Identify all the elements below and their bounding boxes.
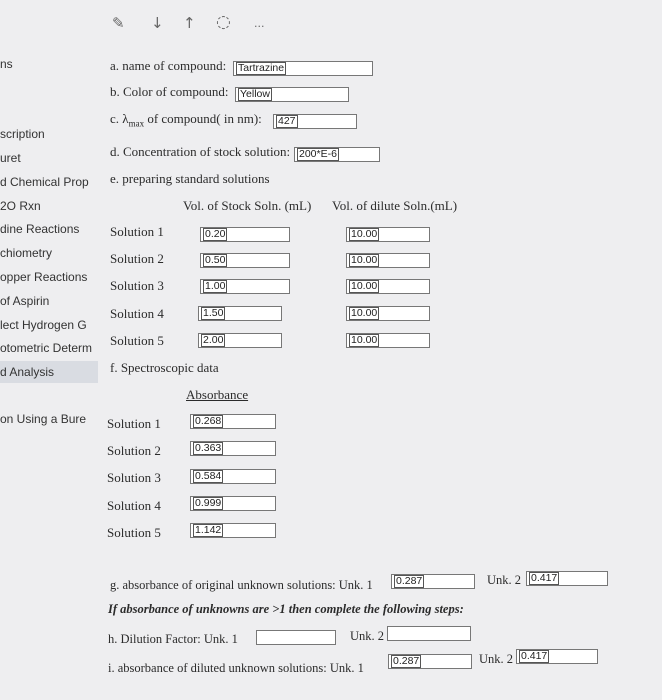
dilution-note: If absorbance of unknowns are >1 then complete the following steps: bbox=[108, 602, 464, 616]
spec-solution-1-label: Solution 1 bbox=[107, 416, 161, 431]
std-solution-2-dilute-field[interactable] bbox=[346, 253, 430, 268]
sidebar-item-7[interactable]: opper Reactions bbox=[0, 270, 88, 284]
original-unk2-value: 0.417 bbox=[531, 572, 558, 584]
original-unk1-value: 0.287 bbox=[396, 575, 423, 587]
label-c-post: of compound( in nm): bbox=[144, 111, 262, 126]
lambda-max-value: 427 bbox=[278, 115, 296, 127]
diluted-unk2-value: 0.417 bbox=[521, 650, 548, 662]
std-solution-2-label: Solution 2 bbox=[110, 251, 164, 266]
std-solution-2-stock-field[interactable] bbox=[200, 253, 290, 268]
std-solution-5-label: Solution 5 bbox=[110, 333, 164, 348]
sidebar-item-10[interactable]: otometric Determ bbox=[0, 341, 93, 355]
std-solution-1-stock-field[interactable] bbox=[200, 227, 290, 242]
spec-solution-3-label: Solution 3 bbox=[107, 470, 161, 485]
diluted-unk1-value: 0.287 bbox=[393, 655, 420, 667]
original-unk1-field[interactable] bbox=[391, 574, 475, 589]
spec-solution-2-label: Solution 2 bbox=[107, 443, 161, 458]
spec-solution-3-abs-field[interactable] bbox=[190, 469, 276, 484]
std-solution-4-stock-value: 1.50 bbox=[203, 307, 224, 319]
spec-solution-5-abs-value: 1.142 bbox=[195, 524, 222, 536]
label-i-unk2: Unk. 2 bbox=[479, 652, 514, 666]
spec-solution-4-abs-value: 0.999 bbox=[195, 497, 222, 509]
sidebar-item-2[interactable]: uret bbox=[0, 151, 21, 165]
label-h: h. Dilution Factor: Unk. 1 bbox=[108, 632, 238, 646]
label-b: b. Color of compound: bbox=[110, 84, 229, 99]
compound-name-value: Tartrazine bbox=[238, 62, 285, 74]
compound-name-field[interactable] bbox=[233, 61, 373, 76]
sidebar-item-5[interactable]: dine Reactions bbox=[0, 222, 80, 236]
comment-icon[interactable]: ◌ bbox=[216, 12, 231, 32]
std-solution-2-stock-value: 0.50 bbox=[205, 254, 226, 266]
label-f: f. Spectroscopic data bbox=[110, 360, 219, 375]
spec-solution-5-label: Solution 5 bbox=[107, 525, 161, 540]
diluted-unk1-field[interactable] bbox=[388, 654, 472, 669]
label-c bbox=[110, 111, 262, 129]
label-d: d. Concentration of stock solution: bbox=[110, 144, 291, 159]
std-solution-2-dilute-value: 10.00 bbox=[351, 254, 378, 266]
label-a: a. name of compound: bbox=[110, 58, 227, 73]
spec-solution-4-abs-field[interactable] bbox=[190, 496, 276, 511]
dilution-factor-unk1-field[interactable] bbox=[256, 630, 336, 645]
std-solution-5-stock-value: 2.00 bbox=[203, 334, 224, 346]
std-solution-1-dilute-value: 10.00 bbox=[351, 228, 378, 240]
spec-solution-2-abs-value: 0.363 bbox=[195, 442, 222, 454]
spec-solution-1-abs-field[interactable] bbox=[190, 414, 276, 429]
label-c-lambda: c. λ bbox=[110, 111, 129, 126]
label-c-sub: max bbox=[128, 118, 145, 129]
spec-solution-4-label: Solution 4 bbox=[107, 498, 161, 513]
label-g: g. absorbance of original unknown solutions: Unk. 1 bbox=[110, 578, 373, 592]
sidebar-item-4[interactable]: 2O Rxn bbox=[0, 199, 41, 213]
sidebar-item-1[interactable]: scription bbox=[0, 127, 45, 141]
arrow-up-icon[interactable]: ↑ bbox=[183, 14, 196, 32]
std-solution-3-stock-value: 1.00 bbox=[205, 280, 226, 292]
sidebar-item-0[interactable]: ns bbox=[0, 57, 13, 71]
spec-solution-5-abs-field[interactable] bbox=[190, 523, 276, 538]
diluted-unk2-field[interactable] bbox=[516, 649, 598, 664]
sidebar bbox=[0, 0, 98, 700]
label-h-unk2: Unk. 2 bbox=[350, 629, 385, 643]
std-solution-4-stock-field[interactable] bbox=[198, 306, 282, 321]
spec-solution-2-abs-field[interactable] bbox=[190, 441, 276, 456]
sidebar-item-11[interactable]: d Analysis bbox=[0, 361, 98, 383]
label-i: i. absorbance of diluted unknown solutions: Unk. 1 bbox=[108, 661, 364, 675]
more-icon[interactable]: ... bbox=[254, 17, 265, 30]
std-solution-1-dilute-field[interactable] bbox=[346, 227, 430, 242]
sidebar-item-3[interactable]: d Chemical Prop bbox=[0, 175, 89, 189]
pencil-icon[interactable]: ✎ bbox=[112, 14, 125, 32]
header-absorbance: Absorbance bbox=[186, 387, 249, 402]
label-e: e. preparing standard solutions bbox=[110, 171, 270, 186]
original-unk2-field[interactable] bbox=[526, 571, 608, 586]
dilution-factor-unk2-field[interactable] bbox=[387, 626, 471, 641]
std-solution-3-dilute-field[interactable] bbox=[346, 279, 430, 294]
std-solution-3-label: Solution 3 bbox=[110, 278, 164, 293]
std-solution-1-stock-value: 0.20 bbox=[205, 228, 226, 240]
compound-color-field[interactable] bbox=[235, 87, 349, 102]
stock-concentration-value: 200*E-6 bbox=[299, 148, 337, 160]
compound-color-value: Yellow bbox=[240, 88, 270, 100]
lambda-max-field[interactable] bbox=[273, 114, 357, 129]
sidebar-item-9[interactable]: lect Hydrogen G bbox=[0, 318, 87, 332]
std-solution-4-dilute-value: 10.00 bbox=[351, 307, 378, 319]
std-solution-4-label: Solution 4 bbox=[110, 306, 164, 321]
std-solution-5-stock-field[interactable] bbox=[198, 333, 282, 348]
arrow-down-icon[interactable]: ↓ bbox=[151, 14, 164, 32]
header-vol-dilute: Vol. of dilute Soln.(mL) bbox=[332, 198, 458, 213]
std-solution-3-dilute-value: 10.00 bbox=[351, 280, 378, 292]
std-solution-5-dilute-value: 10.00 bbox=[351, 334, 378, 346]
sidebar-item-6[interactable]: chiometry bbox=[0, 246, 53, 260]
spec-solution-1-abs-value: 0.268 bbox=[195, 415, 222, 427]
label-g-unk2: Unk. 2 bbox=[487, 573, 522, 587]
std-solution-4-dilute-field[interactable] bbox=[346, 306, 430, 321]
stock-concentration-field[interactable] bbox=[294, 147, 380, 162]
spec-solution-3-abs-value: 0.584 bbox=[195, 470, 222, 482]
std-solution-3-stock-field[interactable] bbox=[200, 279, 290, 294]
sidebar-item-8[interactable]: of Aspirin bbox=[0, 294, 50, 308]
sidebar-item-12[interactable]: on Using a Bure bbox=[0, 412, 87, 426]
std-solution-5-dilute-field[interactable] bbox=[346, 333, 430, 348]
std-solution-1-label: Solution 1 bbox=[110, 224, 164, 239]
header-vol-stock: Vol. of Stock Soln. (mL) bbox=[183, 198, 312, 213]
